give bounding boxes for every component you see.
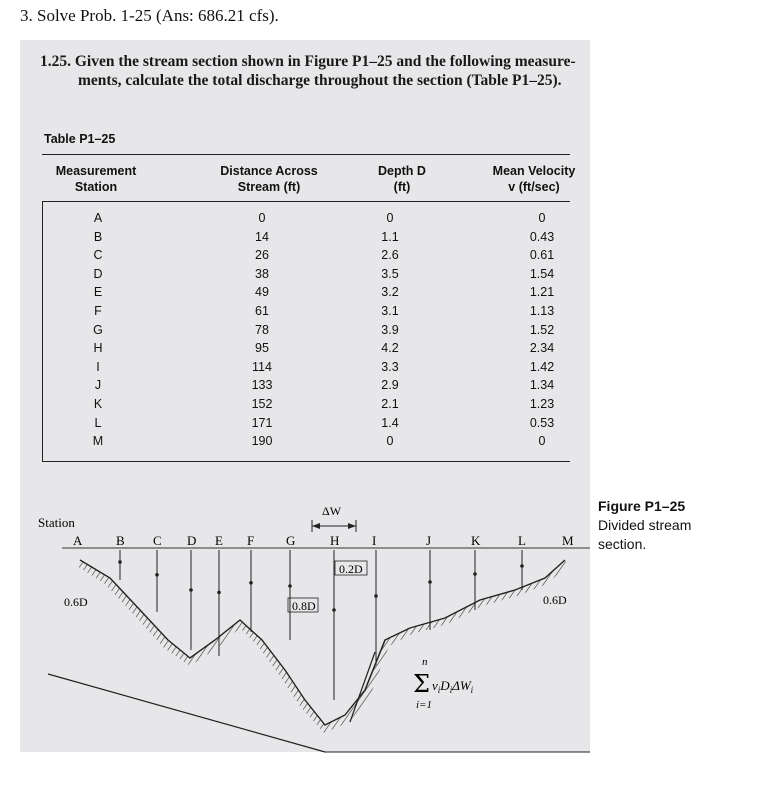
station-letter: K [471, 533, 481, 548]
table-cell: 1.4 [381, 415, 399, 430]
table-cell: L [94, 415, 102, 430]
table-cell: 0.43 [529, 229, 555, 244]
table-cell: A [93, 211, 103, 225]
lower-slope-left [48, 674, 325, 752]
table-cell: 1.52 [529, 322, 555, 337]
station-letters [73, 533, 574, 548]
label-0.8D: 0.8D [292, 599, 316, 613]
station-letter: A [73, 533, 83, 548]
channel-bed [80, 560, 565, 725]
table-cell: 3.3 [381, 359, 399, 374]
table-cell: J [94, 378, 102, 393]
table-cell: 1.13 [529, 303, 555, 318]
sum-top: n [422, 656, 428, 668]
table-cell: 0 [538, 211, 546, 225]
station-letter: B [116, 533, 125, 548]
problem-line-1: Given the stream section shown in Figure P1–25 and the following measure- [74, 53, 576, 70]
table-cell: 2.1 [381, 396, 399, 411]
measurement-point [428, 580, 432, 584]
sum-sign: Σ [413, 670, 430, 698]
figure-caption-title: Figure P1–25 [598, 498, 686, 514]
table-cell: 0 [258, 211, 266, 225]
station-letter: C [153, 533, 162, 548]
table-cell: F [94, 303, 102, 318]
assignment-header: 3. Solve Prob. 1-25 (Ans: 686.21 cfs). [20, 6, 279, 25]
measurement-point [155, 573, 159, 577]
table-cell: 1.1 [381, 229, 399, 244]
table-cell: 171 [251, 415, 273, 430]
label-0.6D-left: 0.6D [64, 595, 88, 609]
table-cell: 152 [251, 396, 273, 411]
station-letter: M [562, 533, 574, 548]
table-cell: 4.2 [381, 341, 399, 356]
measurement-point [374, 594, 378, 598]
station-letter: J [426, 533, 432, 548]
table-cell: 3.1 [381, 303, 399, 318]
table-cell: 61 [255, 303, 269, 318]
table-cell: 38 [255, 266, 269, 281]
station-letter: F [247, 533, 255, 548]
delta-w-label: ΔW [322, 504, 342, 518]
table-cell: I [96, 359, 100, 374]
label-0.2D: 0.2D [339, 562, 363, 576]
table-cell: 1.34 [529, 378, 555, 393]
measurement-point [118, 560, 122, 564]
sum-expression: $v_iD_i\Delta W_i$ [432, 678, 474, 695]
table-cell: 0.61 [529, 248, 555, 263]
table-cell: 1.42 [529, 359, 555, 374]
table-cell: 2.34 [529, 341, 555, 356]
measurement-point [217, 591, 221, 595]
label-0.6D-right: 0.6D [543, 593, 567, 607]
problem-line-2: ments, calculate the total discharge throughout the section (Table P1–25). [78, 72, 562, 89]
table-cell: 1.23 [529, 396, 555, 411]
table-cell: 78 [255, 322, 269, 337]
table-cell: 2.9 [381, 378, 399, 393]
dw-arrow-right-head [348, 523, 356, 529]
table-cell: K [93, 396, 103, 411]
table-cell: 1.54 [529, 266, 555, 281]
table-cell: 0 [538, 434, 546, 449]
table-cell: 0 [386, 211, 394, 225]
problem-number: 1.25. [40, 53, 71, 70]
table-cell: M [92, 434, 104, 449]
table-cell: 26 [255, 248, 269, 263]
dw-arrow-left-head [312, 523, 320, 529]
measurement-point [520, 564, 524, 568]
table-cell: G [93, 322, 103, 337]
table-cell: 114 [252, 359, 272, 374]
table-cell: 3.9 [381, 322, 399, 337]
bed-hatching [77, 560, 567, 733]
table-cell: 133 [251, 378, 273, 393]
figure-caption-line2: Divided stream [598, 517, 692, 533]
measurement-point [249, 581, 253, 585]
station-letter: H [330, 533, 340, 548]
table-cell: E [93, 285, 103, 300]
station-letter: E [215, 533, 223, 548]
table-caption: Table P1–25 [44, 132, 116, 146]
table-cell: D [93, 266, 103, 281]
measurement-point [332, 608, 336, 612]
table-cell: B [93, 229, 103, 244]
station-letter: L [518, 533, 526, 548]
table-cell: 14 [255, 229, 269, 244]
measurement-point [473, 572, 477, 576]
station-letter: D [187, 533, 197, 548]
table-cell: 0 [386, 434, 394, 449]
table-cell: 95 [255, 341, 269, 356]
header-depth: Depth D (ft) [378, 164, 426, 194]
table-cell: 49 [255, 285, 269, 300]
table-cell: 1.21 [529, 285, 555, 300]
table-cell: 190 [251, 434, 273, 449]
table-cell: C [93, 248, 103, 263]
table-cell: 3.2 [381, 285, 399, 300]
measurement-point [189, 588, 193, 592]
header-station: Measurement Station [55, 164, 137, 194]
header-distance: Distance Across Stream (ft) [220, 164, 318, 194]
table-cell: 3.5 [381, 266, 399, 281]
station-label: Station [38, 515, 75, 530]
figure-caption-line3: section. [598, 536, 647, 552]
figure-caption [598, 497, 691, 554]
measurement-point [288, 584, 292, 588]
table-cell: 2.6 [381, 248, 399, 263]
table-cell: H [93, 341, 103, 356]
station-letter: G [286, 533, 296, 548]
station-letter: I [372, 533, 377, 548]
sum-bottom: i=1 [416, 699, 432, 711]
header-velocity: Mean Velocity v (ft/sec) [492, 164, 576, 194]
table-cell: 0.53 [529, 415, 555, 430]
